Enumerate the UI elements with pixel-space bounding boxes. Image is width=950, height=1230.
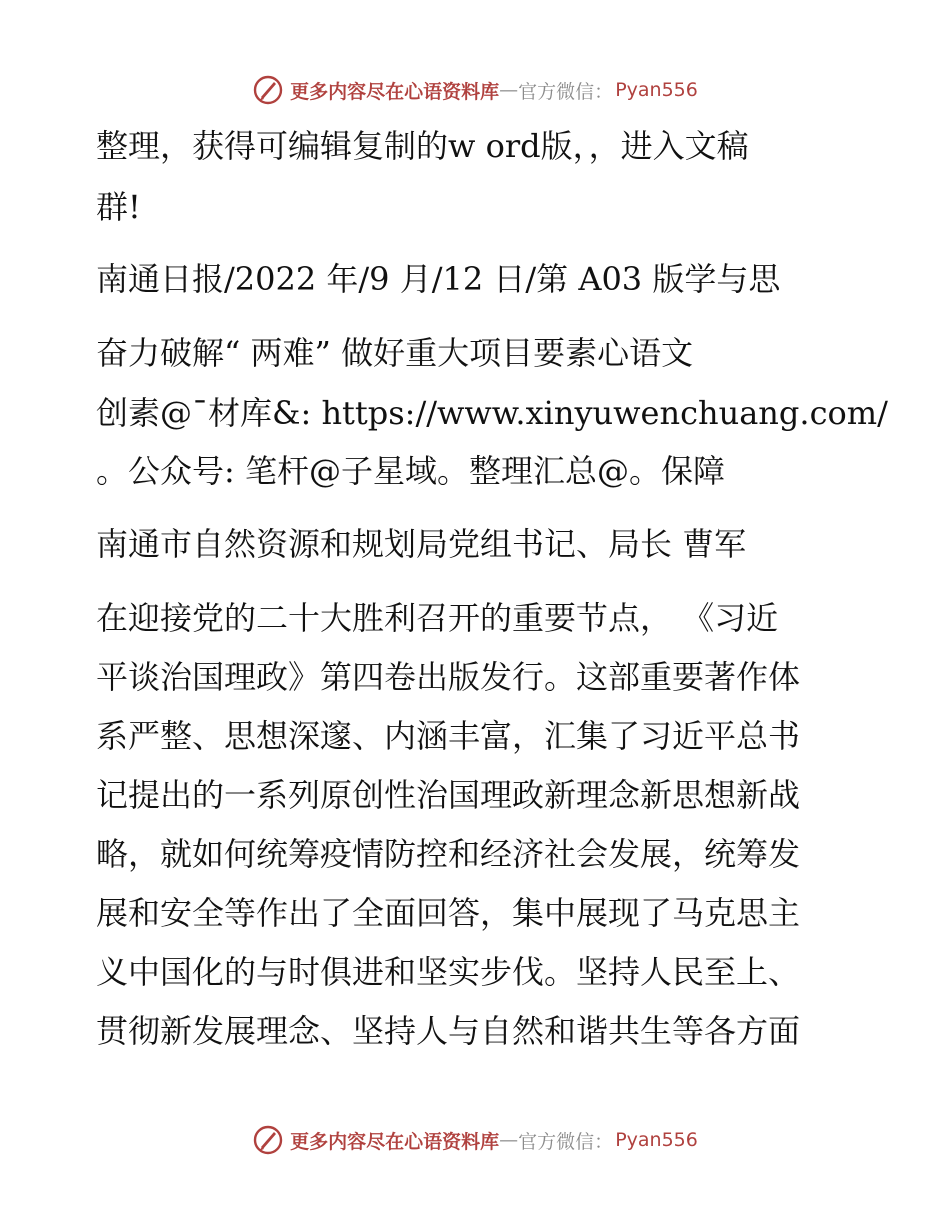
quill-logo-icon [252,1124,284,1156]
text-line: 群! [96,188,141,226]
banner-wechat-id: Pyan556 [615,79,698,101]
text-line: 创素@¯材库&: https://www.xinyuwenchuang.com/ [96,394,888,432]
banner-dash: — [499,1129,519,1151]
text-line: 平谈治国理政》第四卷出版发行。这部重要著作体 [96,658,801,696]
text-line: 奋力破解“ 两难” 做好重大项目要素心语文 [96,334,694,372]
banner-wechat-id: Pyan556 [615,1129,698,1151]
banner-dash: — [499,79,519,101]
header-banner [0,70,950,110]
text-line: 。公众号: 笔杆@子星域。整理汇总@。保障 [96,452,725,490]
text-line: 南通日报/2022 年/9 月/12 日/第 A03 版学与思 [96,260,781,298]
text-line: 在迎接党的二十大胜利召开的重要节点， 《习近 [96,599,779,637]
quill-logo-icon [252,74,284,106]
banner-wechat-label: 官方微信： [518,1130,614,1153]
text-line: 略，就如何统筹疫情防控和经济社会发展，统筹发 [96,835,801,873]
banner-site-text: 更多内容尽在心语资料库 [290,1130,500,1153]
text-line: 系严整、思想深邃、内涵丰富，汇集了习近平总书 [96,717,801,755]
text-line: 整理，获得可编辑复制的w ord版，，进入文稿 [96,127,749,165]
text-line: 贯彻新发展理念、坚持人与自然和谐共生等各方面 [96,1012,801,1050]
footer-banner [0,1120,950,1160]
banner-site-text: 更多内容尽在心语资料库 [290,80,500,103]
text-line: 义中国化的与时俱进和坚实步伐。坚持人民至上、 [96,953,801,991]
text-line: 记提出的一系列原创性治国理政新理念新思想新战 [96,776,801,814]
text-line: 展和安全等作出了全面回答，集中展现了马克思主 [96,894,801,932]
banner-wechat-label: 官方微信： [518,80,614,103]
text-line: 南通市自然资源和规划局党组书记、局长 曹军 [96,525,747,563]
